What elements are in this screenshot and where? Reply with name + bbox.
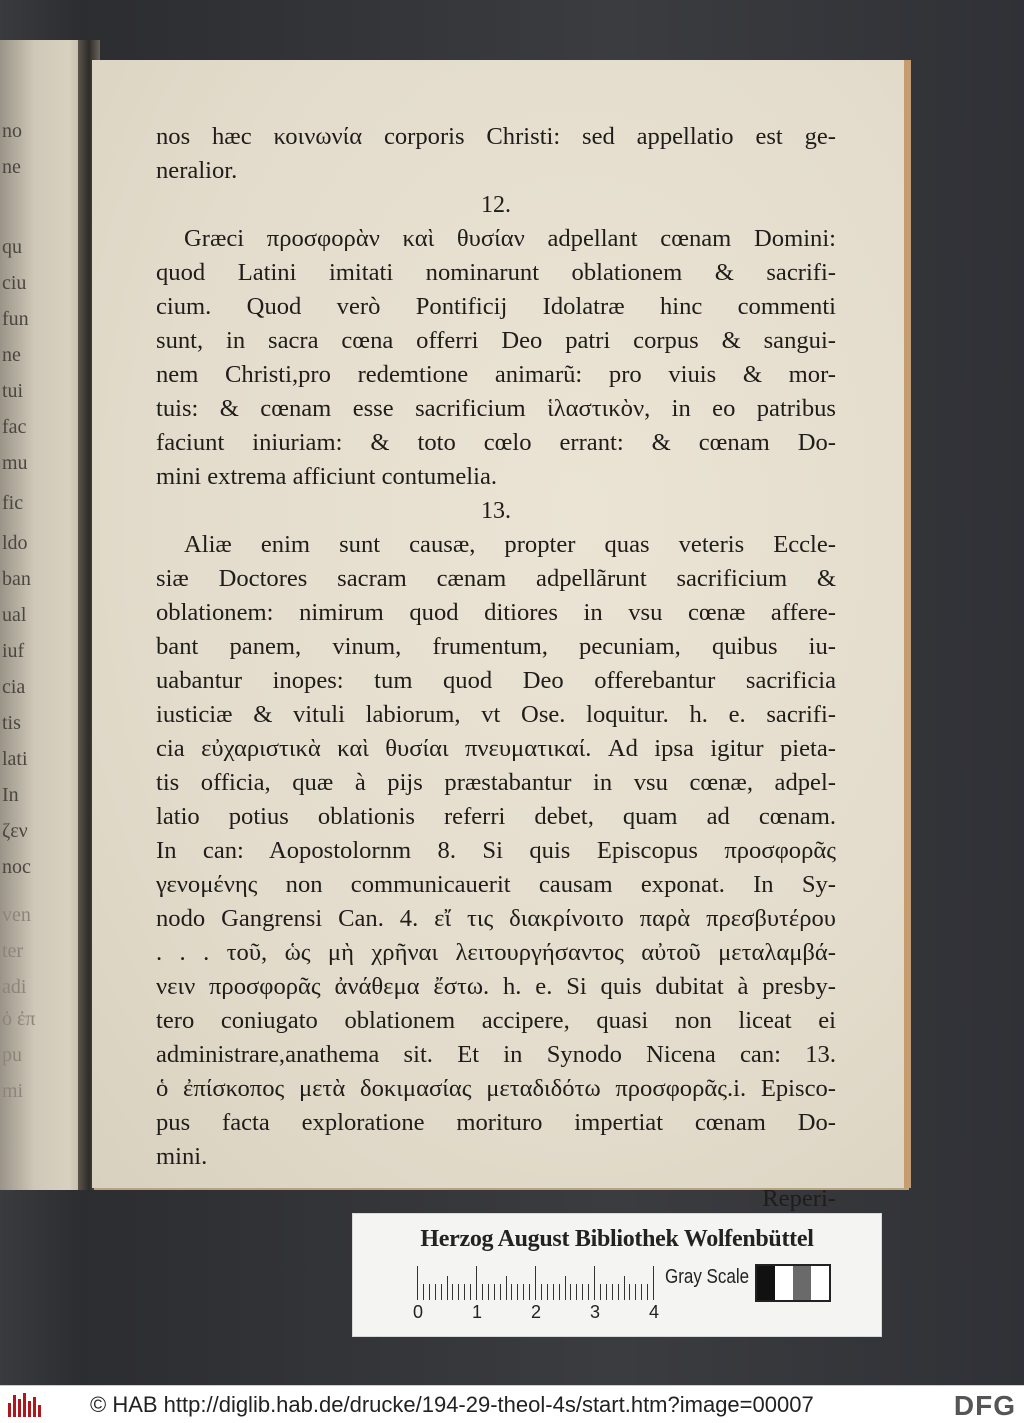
text-line: siæ Doctores sacram cænam adpellãrunt sacrificium & xyxy=(156,565,836,592)
ruler-tick xyxy=(565,1276,566,1300)
ruler-tick xyxy=(523,1284,524,1300)
text-line: sunt, in sacra cœna offerri Deo patri corpus & sangui- xyxy=(156,327,836,354)
text-line: cia εὐχαριστικὰ καὶ θυσίαι πνευματικαί. Ad ipsa igitur pieta- xyxy=(156,735,836,762)
dfg-logo: DFG xyxy=(953,1390,1016,1421)
adjacent-page-text: tis xyxy=(2,712,21,734)
ruler-tick xyxy=(452,1284,453,1300)
text-line: uabantur inopes: tum quod Deo offerebantur sacrificia xyxy=(156,667,836,694)
text-line: Aliæ enim sunt causæ, propter quas veteris Eccle- xyxy=(184,531,836,558)
adjacent-page-text: ne xyxy=(2,344,21,366)
ruler-tick xyxy=(547,1284,548,1300)
ruler-label: 1 xyxy=(472,1302,483,1322)
text-line: nodo Gangrensi Can. 4. εἴ τις διακρίνοιτο παρὰ πρεσβυτέρου xyxy=(156,905,836,932)
ruler-tick xyxy=(517,1284,518,1300)
ruler-tick xyxy=(423,1284,424,1300)
ruler-tick xyxy=(447,1276,448,1300)
section-number: 12. xyxy=(481,192,511,218)
ruler-tick xyxy=(559,1284,560,1300)
footer-bar xyxy=(0,1385,1024,1423)
ruler-tick xyxy=(476,1266,477,1300)
adjacent-page-text: tui xyxy=(2,380,24,402)
ruler-tick xyxy=(635,1284,636,1300)
text-line: iusticiæ & vituli labiorum, vt Ose. loquitur. h. e. sacrifi- xyxy=(156,701,836,728)
ruler-tick xyxy=(511,1284,512,1300)
gray-scale-label: Gray Scale xyxy=(665,1266,750,1288)
ruler-tick xyxy=(494,1284,495,1300)
adjacent-page-text: ciu xyxy=(2,272,27,294)
ruler-tick xyxy=(647,1284,648,1300)
ruler-tick xyxy=(606,1284,607,1300)
library-name: Herzog August Bibliothek Wolfenbüttel xyxy=(420,1226,814,1252)
ruler-tick xyxy=(588,1284,589,1300)
text-line: latio potius oblationis referri debet, quam ad cœnam. xyxy=(156,803,836,830)
ruler-tick xyxy=(624,1276,625,1300)
ruler-tick xyxy=(553,1284,554,1300)
text-line: tero coniugato oblationem accipere, quasi non liceat ei xyxy=(156,1007,836,1034)
ruler-tick xyxy=(500,1284,501,1300)
adjacent-page xyxy=(0,40,86,1190)
ruler-label: 0 xyxy=(413,1302,424,1322)
adjacent-page-text: lati xyxy=(2,748,28,770)
copyright-url[interactable]: © HAB http://diglib.hab.de/drucke/194-29-theol-4s/start.htm?image=00007 xyxy=(90,1392,814,1417)
ruler-tick xyxy=(541,1284,542,1300)
adjacent-page-text: iuf xyxy=(2,640,25,662)
ruler-tick xyxy=(529,1284,530,1300)
text-line: nos hæc κοινωνία corporis Christi: sed appellatio est ge- xyxy=(156,123,836,150)
ruler-label: 2 xyxy=(531,1302,542,1322)
text-line: neralior. xyxy=(156,157,238,184)
gray-scale-swatch xyxy=(755,1264,831,1302)
adjacent-page-text: ldo xyxy=(2,532,28,554)
ruler-tick xyxy=(570,1284,571,1300)
ruler-labels xyxy=(413,1302,677,1324)
adjacent-page-text: ter xyxy=(2,940,24,962)
text-line: administrare,anathema sit. Et in Synodo Nicena can: 13. xyxy=(156,1041,836,1068)
adjacent-page-text: fun xyxy=(2,308,29,330)
text-line: bant panem, vinum, frumentum, pecuniam, quibus iu- xyxy=(156,633,836,660)
adjacent-page-text: ζεν xyxy=(2,820,28,842)
adjacent-page-text: qu xyxy=(2,236,22,258)
text-line: pus facta exploratione morituro impertiat cœnam Do- xyxy=(156,1109,836,1136)
ruler-tick xyxy=(435,1284,436,1300)
text-line: tis officia, quæ à pijs præstabantur in vsu cœnæ, adpel- xyxy=(156,769,836,796)
adjacent-page-text: fac xyxy=(2,416,27,438)
ruler-tick xyxy=(506,1276,507,1300)
ruler-tick xyxy=(470,1284,471,1300)
adjacent-page-text: mu xyxy=(2,452,28,474)
paragraph-12 xyxy=(156,222,836,494)
adjacent-page-text: noc xyxy=(2,856,31,878)
text-line: faciunt iniuriam: & toto cœlo errant: & cœnam Do- xyxy=(156,429,836,456)
ruler-tick xyxy=(600,1284,601,1300)
ruler-tick xyxy=(653,1266,654,1300)
ruler-tick xyxy=(594,1266,595,1300)
gray-scale-patch xyxy=(811,1266,829,1300)
adjacent-page-text: ven xyxy=(2,904,31,926)
adjacent-page-text: ban xyxy=(2,568,31,590)
adjacent-page-text: ne xyxy=(2,156,21,178)
text-line: tuis: & cœnam esse sacrificium ἱλαστικὸν, in eo patribus xyxy=(156,395,836,422)
ruler-tick xyxy=(629,1284,630,1300)
ruler-tick xyxy=(417,1266,418,1300)
ruler-tick xyxy=(464,1284,465,1300)
adjacent-page-text: ὁ ἐπ xyxy=(2,1008,36,1030)
ruler-tick xyxy=(535,1266,536,1300)
text-line: Græci προσφορὰν καὶ θυσίαν adpellant cœnam Domini: xyxy=(184,225,836,252)
paragraph-13 xyxy=(156,528,836,1174)
color-target-card xyxy=(352,1213,882,1337)
book-page xyxy=(92,60,907,1212)
text-line: ὁ ἐπίσκοπος μετὰ δοκιμασίας μεταδιδότω προσφορᾶς.i. Episco- xyxy=(156,1075,836,1102)
gray-scale-patch xyxy=(757,1266,775,1300)
section-number: 13. xyxy=(481,498,511,524)
ruler-label: 3 xyxy=(590,1302,601,1322)
ruler-tick xyxy=(576,1284,577,1300)
scale-ruler xyxy=(417,1264,653,1300)
ruler-tick xyxy=(482,1284,483,1300)
ruler-tick xyxy=(441,1284,442,1300)
ruler-tick xyxy=(429,1284,430,1300)
ruler-tick xyxy=(618,1284,619,1300)
text-line: γενομένης non communicauerit causam exponat. In Sy- xyxy=(156,871,836,898)
adjacent-page-text: pu xyxy=(2,1044,22,1066)
gray-scale-patch xyxy=(793,1266,811,1300)
adjacent-page-text: fic xyxy=(2,492,24,514)
page-text xyxy=(156,120,836,1216)
ruler-tick xyxy=(488,1284,489,1300)
text-line: νειν προσφορᾶς ἀνάθεμα ἔστω. h. e. Si quis dubitat à presby- xyxy=(156,973,836,1000)
text-line: quod Latini imitati nominarunt oblationem & sacrifi- xyxy=(156,259,836,286)
adjacent-page-text: adi xyxy=(2,976,27,998)
adjacent-page-text: no xyxy=(2,120,22,142)
ruler-tick xyxy=(612,1284,613,1300)
ruler-tick xyxy=(582,1284,583,1300)
text-line: mini. xyxy=(156,1143,208,1170)
ruler-tick xyxy=(458,1284,459,1300)
text-line: . . . τοῦ, ὡς μὴ χρῆναι λειτουργήσαντος αὐτοῦ μεταλαμβά- xyxy=(156,939,836,966)
text-line: cium. Quod verò Pontificij Idolatræ hinc commenti xyxy=(156,293,836,320)
gray-scale-patch xyxy=(775,1266,793,1300)
ruler-label: 4 xyxy=(649,1302,660,1322)
text-line: In can: Aopostolornm 8. Si quis Episcopus προσφορᾶς xyxy=(156,837,836,864)
adjacent-page-text: cia xyxy=(2,676,26,698)
adjacent-page-text: ual xyxy=(2,604,27,626)
text-line: nem Christi,pro redemtione animarũ: pro viuis & mor- xyxy=(156,361,836,388)
text-line: mini extrema afficiunt contumelia. xyxy=(156,463,498,490)
text-line: oblationem: nimirum quod ditiores in vsu cœnæ affere- xyxy=(156,599,836,626)
catchword: Reperi- xyxy=(762,1185,836,1212)
ruler-tick xyxy=(641,1284,642,1300)
adjacent-page-text: mi xyxy=(2,1080,24,1102)
adjacent-page-text: In xyxy=(2,784,19,806)
hab-logo-icon xyxy=(8,1393,42,1417)
